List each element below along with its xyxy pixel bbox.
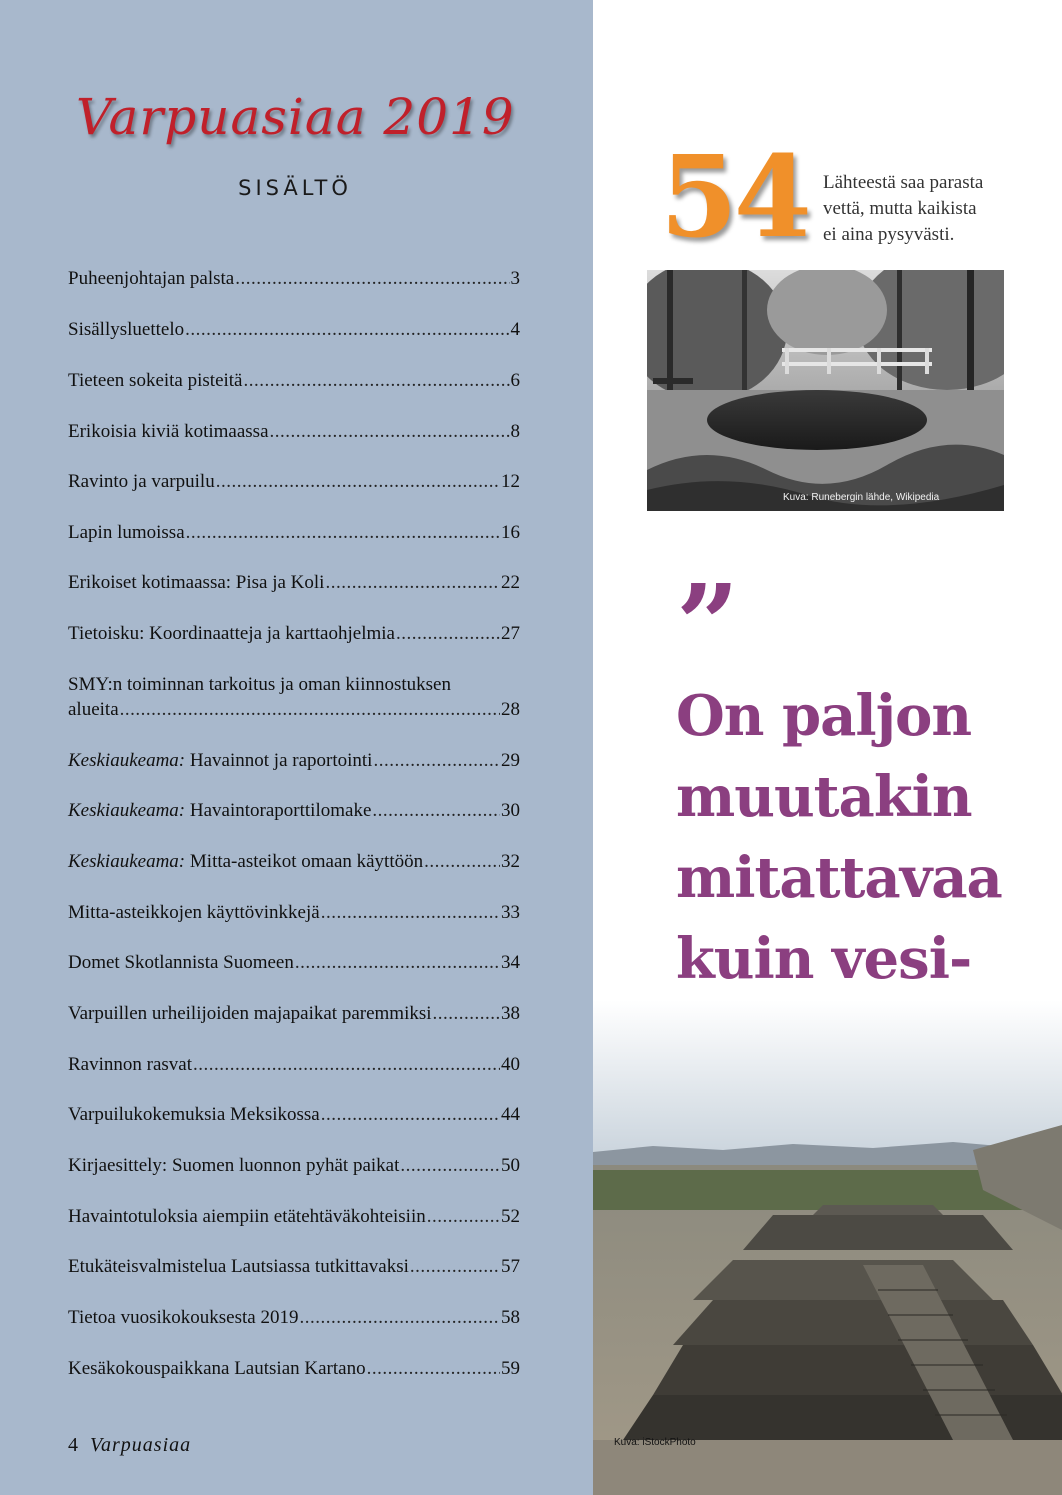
teaser-line: Lähteestä saa parasta [823,172,984,193]
toc-page-number: 6 [510,370,520,391]
pyramid-photo-caption: Kuva: iStockPhoto [614,1437,696,1448]
toc-entry[interactable] [68,1356,520,1381]
toc-leader [325,570,500,595]
quote-line: On paljon [676,683,972,749]
feature-teaser [823,170,1038,248]
spring-photo-illustration [647,270,1004,511]
toc-entry-title: Kesäkokouspaikkana Lautsian Kartano [68,1358,366,1379]
toc-leader [185,317,509,342]
toc-entry[interactable] [68,520,520,545]
toc-leader [216,469,500,494]
toc-entry-title-line1: SMY:n toiminnan tarkoitus ja oman kiinnostuksen [68,674,451,695]
toc-leader [373,748,500,773]
toc-page-number: 40 [501,1054,520,1075]
toc-page-number: 30 [501,800,520,821]
toc-leader [433,1001,500,1026]
toc-page-number: 50 [501,1155,520,1176]
toc-leader [367,1356,500,1381]
footer-page-number: 4 [68,1434,78,1456]
toc-entry[interactable] [68,621,520,646]
toc-page-number: 8 [510,421,520,442]
toc-leader [372,798,500,823]
magazine-title: Varpuasiaa 2019 [76,88,515,146]
toc-entry-title: Tieteen sokeita pisteitä [68,370,243,391]
toc-page-number: 3 [510,268,520,289]
toc-entry[interactable] [68,266,520,291]
toc-entry[interactable] [68,368,520,393]
toc-page-number: 28 [501,699,520,720]
toc-leader [235,266,509,291]
toc-entry-title: Havaintotuloksia aiempiin etätehtäväkohteisiin [68,1206,426,1227]
spring-photo-caption: Kuva: Runebergin lähde, Wikipedia [783,492,940,503]
toc-page-number: 52 [501,1206,520,1227]
toc-entry[interactable] [68,1204,520,1229]
quote-line: kuin vesi- [676,926,972,992]
toc-entry-title: Ravinnon rasvat [68,1054,193,1075]
toc-entry-prefix: Keskiaukeama: [68,851,186,872]
toc-entry-title: Mitta-asteikkojen käyttövinkkejä [68,902,320,923]
pyramid-photo [593,1000,1062,1495]
toc-page-number: 38 [501,1003,520,1024]
toc-entry-title: Havaintoraporttilomake [189,800,372,821]
toc-leader [295,950,500,975]
toc-page-number: 34 [501,952,520,973]
toc-page-number: 29 [501,750,520,771]
toc-entry[interactable] [68,469,520,494]
quote-line: muutakin [676,764,972,830]
footer-brand: Varpuasiaa [90,1434,192,1456]
toc-entry-title: alueita [68,699,119,720]
toc-entry[interactable] [68,419,520,444]
pyramid-photo-illustration [593,1000,1062,1495]
toc-page-number: 22 [501,572,520,593]
toc-entry[interactable] [68,672,520,722]
toc-page-number: 57 [501,1256,520,1277]
toc-entry[interactable] [68,317,520,342]
toc-page-number: 4 [510,319,520,340]
toc-page-number: 16 [501,522,520,543]
toc-entry-title: Ravinto ja varpuilu [68,471,215,492]
toc-leader [400,1153,500,1178]
toc-entry-title: Etukäteisvalmistelua Lautsiassa tutkittavaksi [68,1256,409,1277]
toc-leader [299,1305,500,1330]
toc-entry-title: Puheenjohtajan palsta [68,268,235,289]
toc-page-number: 44 [501,1104,520,1125]
toc-page-number: 32 [501,851,520,872]
toc-entry-title: Tietoa vuosikokouksesta 2019 [68,1307,299,1328]
toc-entry-prefix: Keskiaukeama: [68,750,186,771]
toc-leader [410,1254,500,1279]
toc-leader [396,621,500,646]
toc-page-number: 59 [501,1358,520,1379]
teaser-line: ei aina pysyvästi. [823,224,955,245]
toc-entry-title: Varpuilukokemuksia Meksikossa [68,1104,320,1125]
toc-entry[interactable] [68,798,520,823]
toc-entry-prefix: Keskiaukeama: [68,800,186,821]
quote-mark: ” [676,560,740,689]
toc-page-number: 58 [501,1307,520,1328]
toc-entry-title: Sisällysluettelo [68,319,185,340]
toc-entry-title: Havainnot ja raportointi [189,750,373,771]
toc-entry[interactable] [68,1001,520,1026]
toc-entry[interactable] [68,1102,520,1127]
toc-entry[interactable] [68,1153,520,1178]
toc-entry-title: Tietoisku: Koordinaatteja ja karttaohjelmia [68,623,395,644]
toc-entry-title: Domet Skotlannista Suomeen [68,952,294,973]
toc-page-number: 12 [501,471,520,492]
toc-page-number: 33 [501,902,520,923]
toc-entry-title: Mitta-asteikot omaan käyttöön [189,851,424,872]
toc-leader [244,368,510,393]
toc-entry[interactable] [68,900,520,925]
toc-page-number: 27 [501,623,520,644]
feature-page-number[interactable]: 54 [660,132,808,263]
spring-photo [647,270,1004,511]
toc-leader [186,520,500,545]
toc-leader [321,900,500,925]
toc-entry[interactable] [68,1305,520,1330]
quote-line: mitattavaa [676,845,1002,911]
toc-leader [424,849,500,874]
toc-entry[interactable] [68,950,520,975]
toc-leader [427,1204,500,1229]
toc-entry[interactable] [68,1254,520,1279]
teaser-line: vettä, mutta kaikista [823,198,977,219]
toc-entry-title: Erikoiset kotimaassa: Pisa ja Koli [68,572,325,593]
page-footer [68,1434,191,1457]
toc-leader [193,1052,500,1077]
toc-entry[interactable] [68,1052,520,1077]
toc-leader [321,1102,500,1127]
toc-leader [270,419,510,444]
toc-leader [120,697,500,722]
toc-entry[interactable] [68,849,520,874]
toc-entry-title: Erikoisia kiviä kotimaassa [68,421,269,442]
toc-entry-title: Varpuillen urheilijoiden majapaikat paremmiksi [68,1003,432,1024]
toc-entry-title: Kirjaesittely: Suomen luonnon pyhät paikat [68,1155,400,1176]
toc-entry[interactable] [68,748,520,773]
toc-entry[interactable] [68,570,520,595]
contents-heading: SISÄLTÖ [238,176,352,200]
toc-entry-title: Lapin lumoissa [68,522,185,543]
